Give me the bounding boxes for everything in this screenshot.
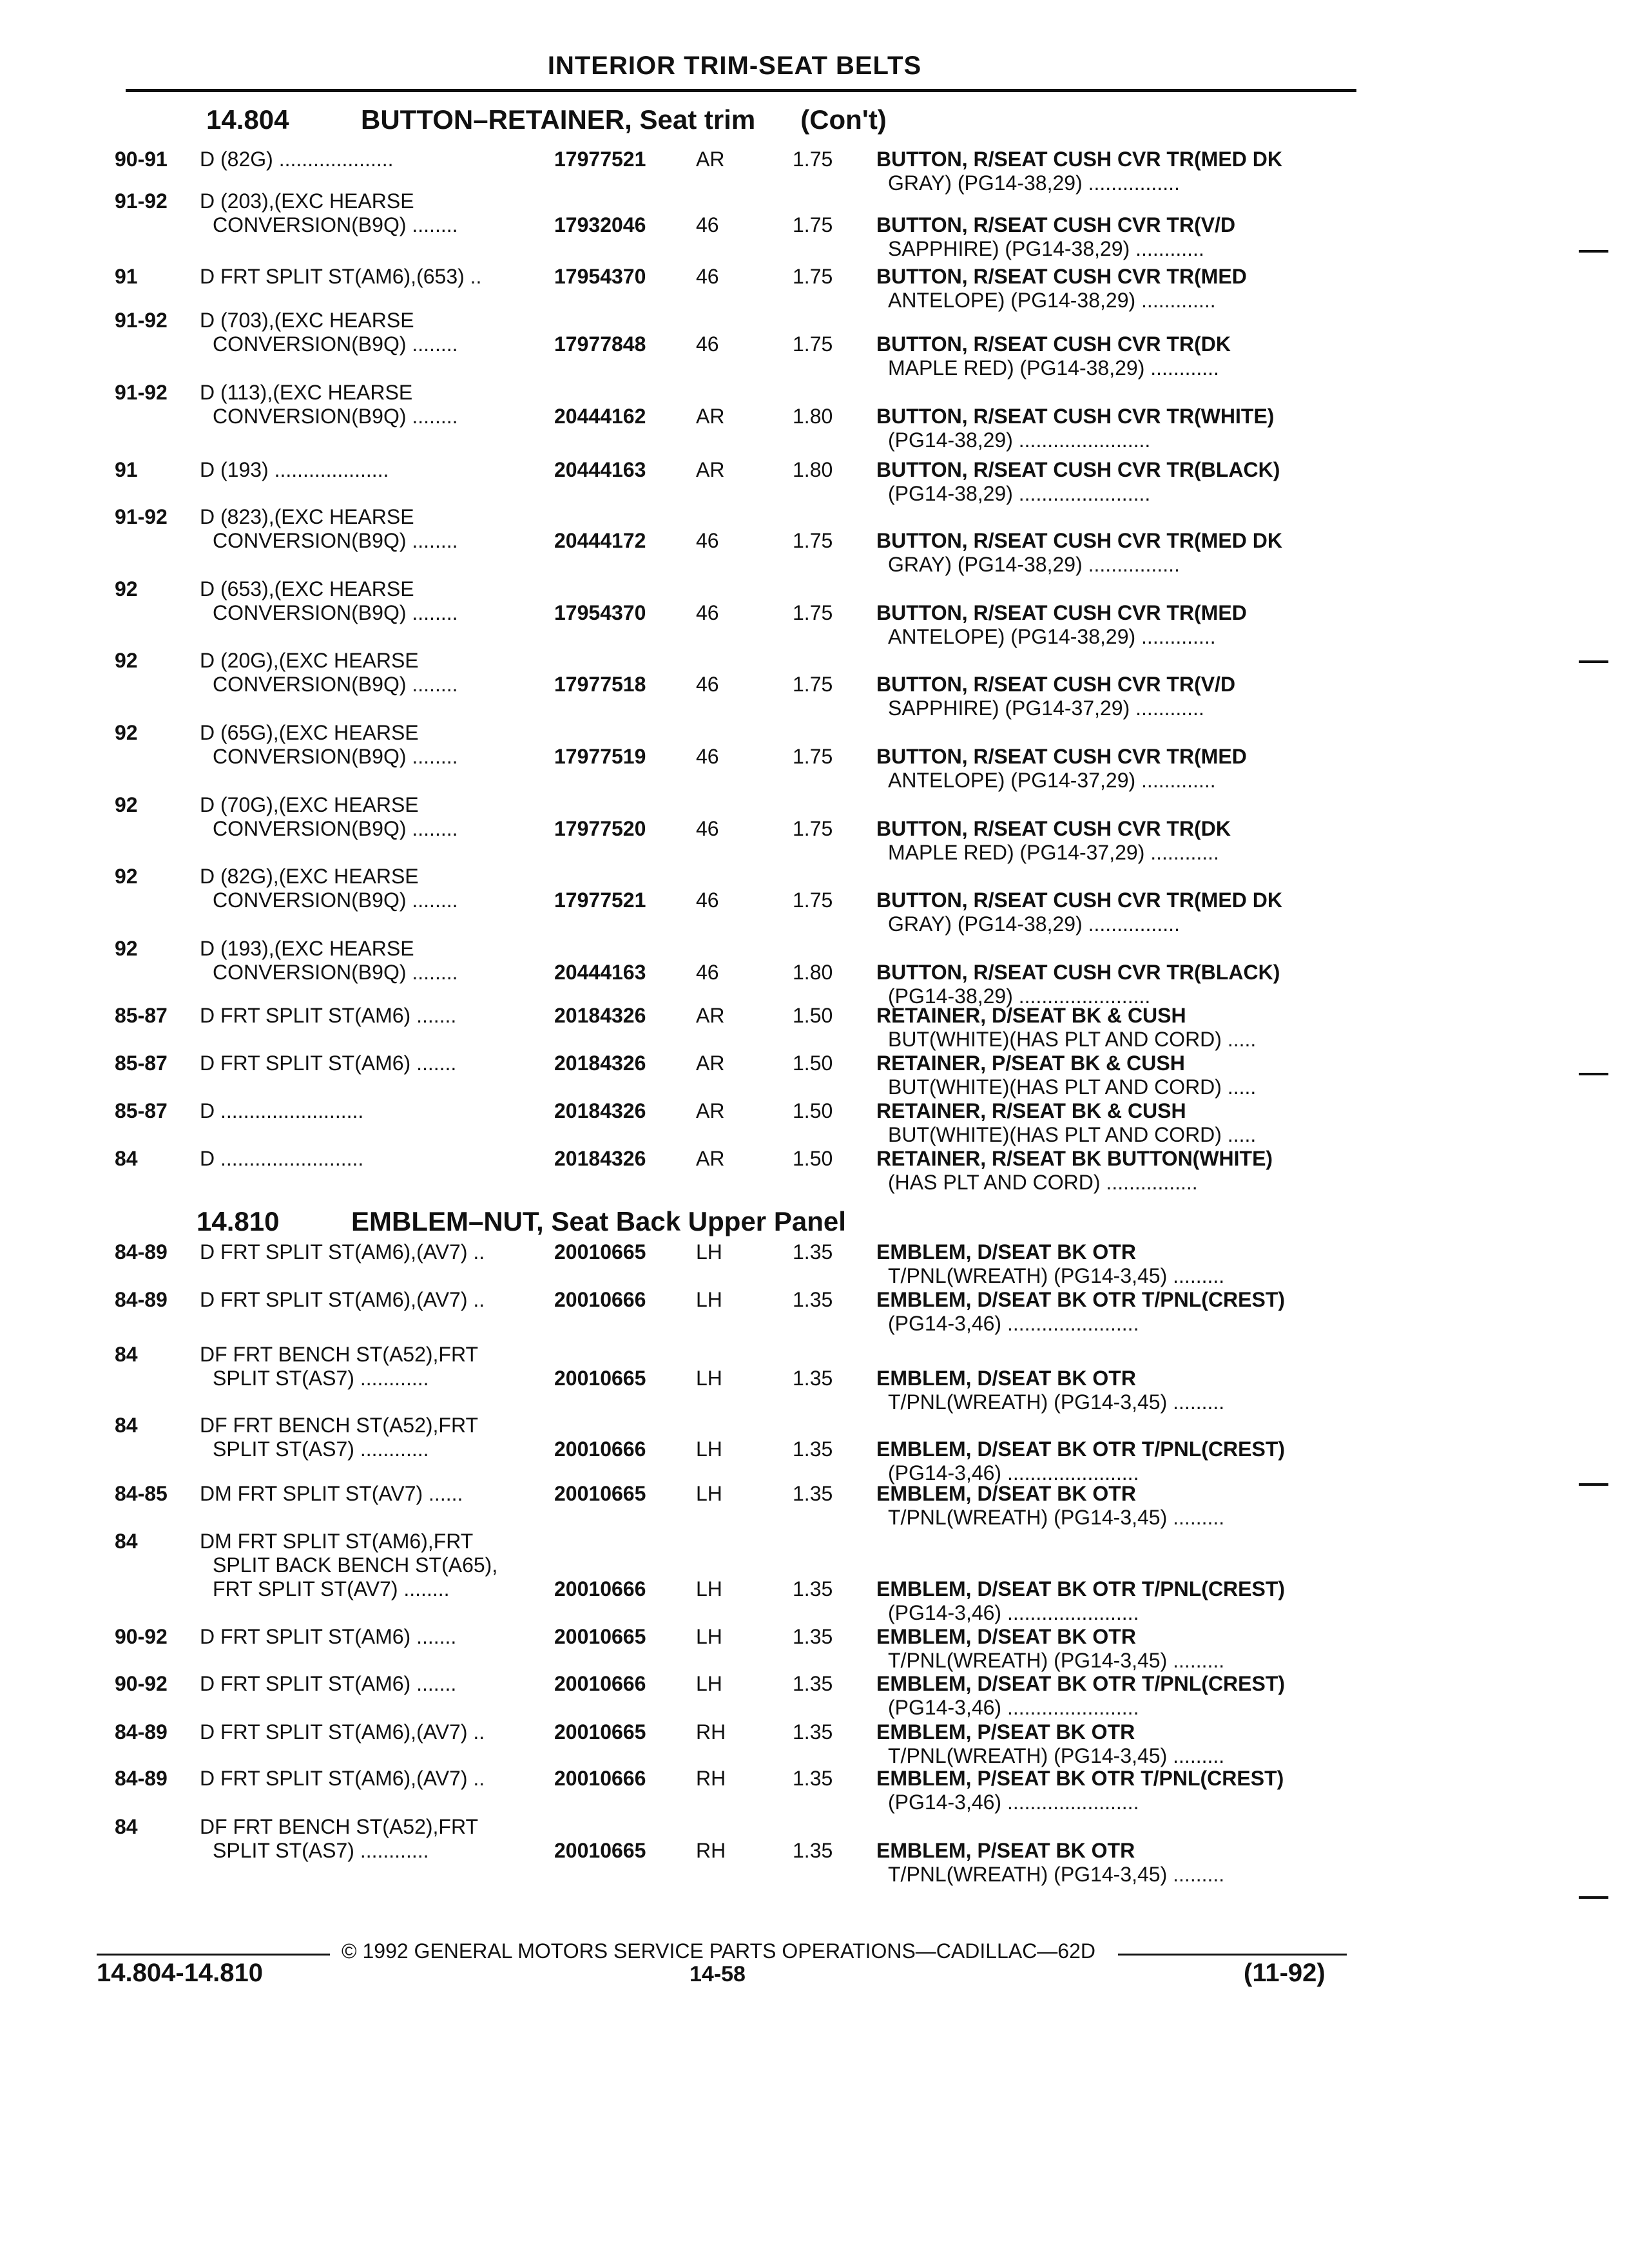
part-description: BUTTON, R/SEAT CUSH CVR TR(WHITE) [876, 405, 1275, 428]
quantity-price: 1.35 [793, 1672, 833, 1695]
quantity-price: 1.75 [793, 332, 833, 356]
part-number: 20010666 [554, 1288, 646, 1311]
part-number: 20184326 [554, 1099, 646, 1122]
part-description: BUTTON, R/SEAT CUSH CVR TR(MED DK [876, 889, 1282, 912]
quantity-price: 1.50 [793, 1147, 833, 1170]
part-number: 17977520 [554, 817, 646, 840]
model-year: 84 [115, 1414, 138, 1437]
usage-description: SPLIT ST(AS7) ............ [213, 1437, 429, 1461]
part-description: MAPLE RED) (PG14-37,29) ............ [888, 841, 1219, 864]
usage-description: D (65G),(EXC HEARSE [200, 721, 419, 744]
quantity-price: 1.75 [793, 529, 833, 552]
usage-description: D FRT SPLIT ST(AM6) ....... [200, 1625, 457, 1648]
part-number: 17977521 [554, 889, 646, 912]
usage-description: SPLIT ST(AS7) ............ [213, 1367, 429, 1390]
side-code: 46 [696, 601, 719, 624]
quantity-price: 1.35 [793, 1240, 833, 1264]
margin-mark [1579, 1483, 1608, 1486]
side-code: AR [696, 1147, 725, 1170]
part-description: GRAY) (PG14-38,29) ................ [888, 171, 1180, 195]
side-code: AR [696, 1004, 725, 1027]
part-description: T/PNL(WREATH) (PG14-3,45) ......... [888, 1649, 1225, 1672]
footer-page-number: 14-58 [689, 1962, 746, 1986]
model-year: 90-91 [115, 148, 168, 171]
section-number: 14.810 [197, 1206, 280, 1236]
side-code: LH [696, 1437, 722, 1461]
model-year: 92 [115, 937, 138, 960]
usage-description: D FRT SPLIT ST(AM6) ....... [200, 1672, 457, 1695]
part-description: ANTELOPE) (PG14-37,29) ............. [888, 769, 1216, 792]
usage-description: SPLIT BACK BENCH ST(A65), [213, 1553, 498, 1577]
model-year: 85-87 [115, 1052, 168, 1075]
usage-description: DF FRT BENCH ST(A52),FRT [200, 1343, 479, 1366]
usage-description: D FRT SPLIT ST(AM6) ....... [200, 1052, 457, 1075]
part-description: BUTTON, R/SEAT CUSH CVR TR(DK [876, 332, 1231, 356]
quantity-price: 1.35 [793, 1577, 833, 1600]
part-description: BUT(WHITE)(HAS PLT AND CORD) ..... [888, 1075, 1257, 1099]
usage-description: CONVERSION(B9Q) ........ [213, 745, 458, 768]
part-description: EMBLEM, D/SEAT BK OTR T/PNL(CREST) [876, 1672, 1286, 1695]
margin-mark [1579, 660, 1608, 663]
side-code: 46 [696, 745, 719, 768]
quantity-price: 1.75 [793, 148, 833, 171]
part-description: EMBLEM, P/SEAT BK OTR T/PNL(CREST) [876, 1767, 1284, 1790]
usage-description: DF FRT BENCH ST(A52),FRT [200, 1815, 479, 1838]
part-description: T/PNL(WREATH) (PG14-3,45) ......... [888, 1744, 1225, 1767]
quantity-price: 1.35 [793, 1839, 833, 1862]
quantity-price: 1.35 [793, 1367, 833, 1390]
model-year: 84 [115, 1530, 138, 1553]
usage-description: CONVERSION(B9Q) ........ [213, 889, 458, 912]
part-number: 20444163 [554, 458, 646, 481]
side-code: 46 [696, 529, 719, 552]
section-number: 14.804 [206, 104, 289, 135]
model-year: 92 [115, 793, 138, 816]
usage-description: D FRT SPLIT ST(AM6),(AV7) .. [200, 1720, 485, 1744]
usage-description: D FRT SPLIT ST(AM6),(AV7) .. [200, 1240, 485, 1264]
usage-description: CONVERSION(B9Q) ........ [213, 332, 458, 356]
side-code: AR [696, 1099, 725, 1122]
usage-description: FRT SPLIT ST(AV7) ........ [213, 1577, 450, 1600]
quantity-price: 1.75 [793, 673, 833, 696]
model-year: 85-87 [115, 1099, 168, 1122]
side-code: LH [696, 1672, 722, 1695]
model-year: 84-89 [115, 1720, 168, 1744]
part-number: 17977521 [554, 148, 646, 171]
part-description: GRAY) (PG14-38,29) ................ [888, 553, 1180, 576]
part-description: T/PNL(WREATH) (PG14-3,45) ......... [888, 1863, 1225, 1886]
footer-page-range: 14.804-14.810 [97, 1959, 264, 1987]
part-description: GRAY) (PG14-38,29) ................ [888, 912, 1180, 936]
model-year: 91-92 [115, 309, 168, 332]
part-description: RETAINER, R/SEAT BK & CUSH [876, 1099, 1186, 1122]
part-description: T/PNL(WREATH) (PG14-3,45) ......... [888, 1264, 1225, 1287]
part-number: 20010666 [554, 1437, 646, 1461]
section-continued: (Con't) [800, 104, 887, 135]
part-number: 20444172 [554, 529, 646, 552]
part-description: SAPPHIRE) (PG14-38,29) ............ [888, 237, 1204, 260]
side-code: LH [696, 1577, 722, 1600]
part-number: 20184326 [554, 1147, 646, 1170]
quantity-price: 1.35 [793, 1437, 833, 1461]
side-code: AR [696, 458, 725, 481]
side-code: LH [696, 1288, 722, 1311]
part-description: RETAINER, D/SEAT BK & CUSH [876, 1004, 1186, 1027]
footer-date: (11-92) [1244, 1959, 1325, 1987]
model-year: 84-89 [115, 1767, 168, 1790]
side-code: RH [696, 1767, 726, 1790]
usage-description: D (653),(EXC HEARSE [200, 577, 414, 601]
quantity-price: 1.35 [793, 1625, 833, 1648]
part-number: 20010665 [554, 1720, 646, 1744]
part-description: BUTTON, R/SEAT CUSH CVR TR(MED [876, 601, 1247, 624]
part-description: ANTELOPE) (PG14-38,29) ............. [888, 625, 1216, 648]
footer-rule-right [1118, 1954, 1347, 1956]
part-number: 20010665 [554, 1240, 646, 1264]
side-code: LH [696, 1482, 722, 1505]
part-description: RETAINER, P/SEAT BK & CUSH [876, 1052, 1185, 1075]
usage-description: D ......................... [200, 1147, 364, 1170]
part-description: BUTTON, R/SEAT CUSH CVR TR(BLACK) [876, 961, 1280, 984]
side-code: LH [696, 1367, 722, 1390]
part-description: (PG14-38,29) ....................... [888, 482, 1151, 505]
section-heading-14-810 [197, 1206, 846, 1237]
usage-description: D (703),(EXC HEARSE [200, 309, 414, 332]
model-year: 91 [115, 458, 138, 481]
model-year: 91-92 [115, 189, 168, 213]
side-code: 46 [696, 961, 719, 984]
usage-description: CONVERSION(B9Q) ........ [213, 529, 458, 552]
part-description: BUTTON, R/SEAT CUSH CVR TR(MED [876, 265, 1247, 288]
model-year: 91 [115, 265, 138, 288]
model-year: 84-89 [115, 1240, 168, 1264]
part-number: 20444162 [554, 405, 646, 428]
side-code: 46 [696, 265, 719, 288]
usage-description: D (82G),(EXC HEARSE [200, 865, 419, 888]
part-description: EMBLEM, D/SEAT BK OTR [876, 1482, 1136, 1505]
part-description: EMBLEM, D/SEAT BK OTR T/PNL(CREST) [876, 1437, 1286, 1461]
part-number: 17977518 [554, 673, 646, 696]
quantity-price: 1.50 [793, 1004, 833, 1027]
quantity-price: 1.75 [793, 889, 833, 912]
model-year: 84-89 [115, 1288, 168, 1311]
part-description: BUTTON, R/SEAT CUSH CVR TR(DK [876, 817, 1231, 840]
part-description: EMBLEM, D/SEAT BK OTR [876, 1367, 1136, 1390]
usage-description: D FRT SPLIT ST(AM6) ....... [200, 1004, 457, 1027]
usage-description: D (70G),(EXC HEARSE [200, 793, 419, 816]
side-code: 46 [696, 332, 719, 356]
part-description: EMBLEM, D/SEAT BK OTR T/PNL(CREST) [876, 1577, 1286, 1600]
part-description: T/PNL(WREATH) (PG14-3,45) ......... [888, 1390, 1225, 1414]
model-year: 84 [115, 1815, 138, 1838]
usage-description: CONVERSION(B9Q) ........ [213, 213, 458, 236]
model-year: 90-92 [115, 1625, 168, 1648]
usage-description: DM FRT SPLIT ST(AV7) ...... [200, 1482, 463, 1505]
usage-description: D (20G),(EXC HEARSE [200, 649, 419, 672]
side-code: 46 [696, 889, 719, 912]
part-number: 20010666 [554, 1672, 646, 1695]
quantity-price: 1.35 [793, 1767, 833, 1790]
part-description: BUTTON, R/SEAT CUSH CVR TR(MED DK [876, 529, 1282, 552]
usage-description: D (193),(EXC HEARSE [200, 937, 414, 960]
quantity-price: 1.80 [793, 405, 833, 428]
part-description: BUTTON, R/SEAT CUSH CVR TR(V/D [876, 213, 1236, 236]
quantity-price: 1.35 [793, 1482, 833, 1505]
quantity-price: 1.80 [793, 961, 833, 984]
side-code: RH [696, 1720, 726, 1744]
side-code: AR [696, 405, 725, 428]
part-number: 20010666 [554, 1767, 646, 1790]
side-code: RH [696, 1839, 726, 1862]
usage-description: D FRT SPLIT ST(AM6),(653) .. [200, 265, 482, 288]
usage-description: SPLIT ST(AS7) ............ [213, 1839, 429, 1862]
usage-description: CONVERSION(B9Q) ........ [213, 961, 458, 984]
usage-description: D (113),(EXC HEARSE [200, 381, 413, 404]
usage-description: CONVERSION(B9Q) ........ [213, 405, 458, 428]
usage-description: CONVERSION(B9Q) ........ [213, 601, 458, 624]
part-description: BUTTON, R/SEAT CUSH CVR TR(BLACK) [876, 458, 1280, 481]
part-number: 20010665 [554, 1482, 646, 1505]
quantity-price: 1.75 [793, 601, 833, 624]
part-description: BUTTON, R/SEAT CUSH CVR TR(MED [876, 745, 1247, 768]
part-number: 17954370 [554, 601, 646, 624]
model-year: 92 [115, 865, 138, 888]
part-description: (HAS PLT AND CORD) ................ [888, 1171, 1198, 1194]
usage-description: D (82G) .................... [200, 148, 394, 171]
part-description: (PG14-3,46) ....................... [888, 1312, 1139, 1335]
usage-description: D ......................... [200, 1099, 364, 1122]
part-number: 20444163 [554, 961, 646, 984]
part-description: (PG14-3,46) ....................... [888, 1791, 1139, 1814]
quantity-price: 1.75 [793, 745, 833, 768]
margin-mark [1579, 1896, 1608, 1899]
quantity-price: 1.50 [793, 1099, 833, 1122]
model-year: 90-92 [115, 1672, 168, 1695]
part-description: MAPLE RED) (PG14-38,29) ............ [888, 356, 1219, 380]
model-year: 92 [115, 577, 138, 601]
part-number: 17954370 [554, 265, 646, 288]
page-title: INTERIOR TRIM-SEAT BELTS [547, 52, 922, 80]
part-number: 17977519 [554, 745, 646, 768]
part-description: BUT(WHITE)(HAS PLT AND CORD) ..... [888, 1028, 1257, 1051]
part-description: BUT(WHITE)(HAS PLT AND CORD) ..... [888, 1123, 1257, 1146]
footer-rule-left [97, 1954, 330, 1956]
part-description: (PG14-3,46) ....................... [888, 1461, 1139, 1485]
part-number: 17932046 [554, 213, 646, 236]
model-year: 92 [115, 649, 138, 672]
section-heading-14-804 [206, 104, 887, 135]
side-code: AR [696, 148, 725, 171]
footer-copyright: © 1992 GENERAL MOTORS SERVICE PARTS OPERATIONS—CADILLAC—62D [342, 1939, 1095, 1963]
side-code: 46 [696, 213, 719, 236]
usage-description: D (193) .................... [200, 458, 389, 481]
part-description: (PG14-38,29) ....................... [888, 428, 1151, 452]
usage-description: DM FRT SPLIT ST(AM6),FRT [200, 1530, 474, 1553]
side-code: AR [696, 1052, 725, 1075]
usage-description: D FRT SPLIT ST(AM6),(AV7) .. [200, 1288, 485, 1311]
quantity-price: 1.80 [793, 458, 833, 481]
part-description: EMBLEM, D/SEAT BK OTR T/PNL(CREST) [876, 1288, 1286, 1311]
model-year: 84 [115, 1147, 138, 1170]
part-description: RETAINER, R/SEAT BK BUTTON(WHITE) [876, 1147, 1273, 1170]
part-number: 20184326 [554, 1004, 646, 1027]
usage-description: CONVERSION(B9Q) ........ [213, 817, 458, 840]
part-description: EMBLEM, D/SEAT BK OTR [876, 1240, 1136, 1264]
usage-description: D (203),(EXC HEARSE [200, 189, 414, 213]
model-year: 91-92 [115, 505, 168, 528]
model-year: 84-85 [115, 1482, 168, 1505]
model-year: 91-92 [115, 381, 168, 404]
part-number: 20010666 [554, 1577, 646, 1600]
part-description: SAPPHIRE) (PG14-37,29) ............ [888, 697, 1204, 720]
model-year: 84 [115, 1343, 138, 1366]
part-description: T/PNL(WREATH) (PG14-3,45) ......... [888, 1506, 1225, 1529]
part-number: 20010665 [554, 1839, 646, 1862]
quantity-price: 1.35 [793, 1288, 833, 1311]
side-code: LH [696, 1240, 722, 1264]
section-title: BUTTON–RETAINER, Seat trim [361, 104, 756, 135]
part-description: EMBLEM, P/SEAT BK OTR [876, 1839, 1135, 1862]
part-number: 17977848 [554, 332, 646, 356]
model-year: 85-87 [115, 1004, 168, 1027]
part-description: (PG14-3,46) ....................... [888, 1601, 1139, 1624]
margin-mark [1579, 250, 1608, 253]
side-code: 46 [696, 817, 719, 840]
part-number: 20184326 [554, 1052, 646, 1075]
usage-description: CONVERSION(B9Q) ........ [213, 673, 458, 696]
header-rule [126, 89, 1356, 92]
part-description: EMBLEM, D/SEAT BK OTR [876, 1625, 1136, 1648]
usage-description: DF FRT BENCH ST(A52),FRT [200, 1414, 479, 1437]
side-code: LH [696, 1625, 722, 1648]
side-code: 46 [696, 673, 719, 696]
usage-description: D FRT SPLIT ST(AM6),(AV7) .. [200, 1767, 485, 1790]
quantity-price: 1.75 [793, 213, 833, 236]
quantity-price: 1.75 [793, 265, 833, 288]
margin-mark [1579, 1073, 1608, 1075]
part-number: 20010665 [554, 1625, 646, 1648]
part-description: (PG14-38,29) ....................... [888, 985, 1151, 1008]
part-description: BUTTON, R/SEAT CUSH CVR TR(V/D [876, 673, 1236, 696]
part-description: ANTELOPE) (PG14-38,29) ............. [888, 289, 1216, 312]
section-title: EMBLEM–NUT, Seat Back Upper Panel [351, 1206, 846, 1236]
part-description: BUTTON, R/SEAT CUSH CVR TR(MED DK [876, 148, 1282, 171]
part-description: EMBLEM, P/SEAT BK OTR [876, 1720, 1135, 1744]
part-description: (PG14-3,46) ....................... [888, 1696, 1139, 1719]
usage-description: D (823),(EXC HEARSE [200, 505, 414, 528]
part-number: 20010665 [554, 1367, 646, 1390]
quantity-price: 1.35 [793, 1720, 833, 1744]
model-year: 92 [115, 721, 138, 744]
quantity-price: 1.75 [793, 817, 833, 840]
quantity-price: 1.50 [793, 1052, 833, 1075]
